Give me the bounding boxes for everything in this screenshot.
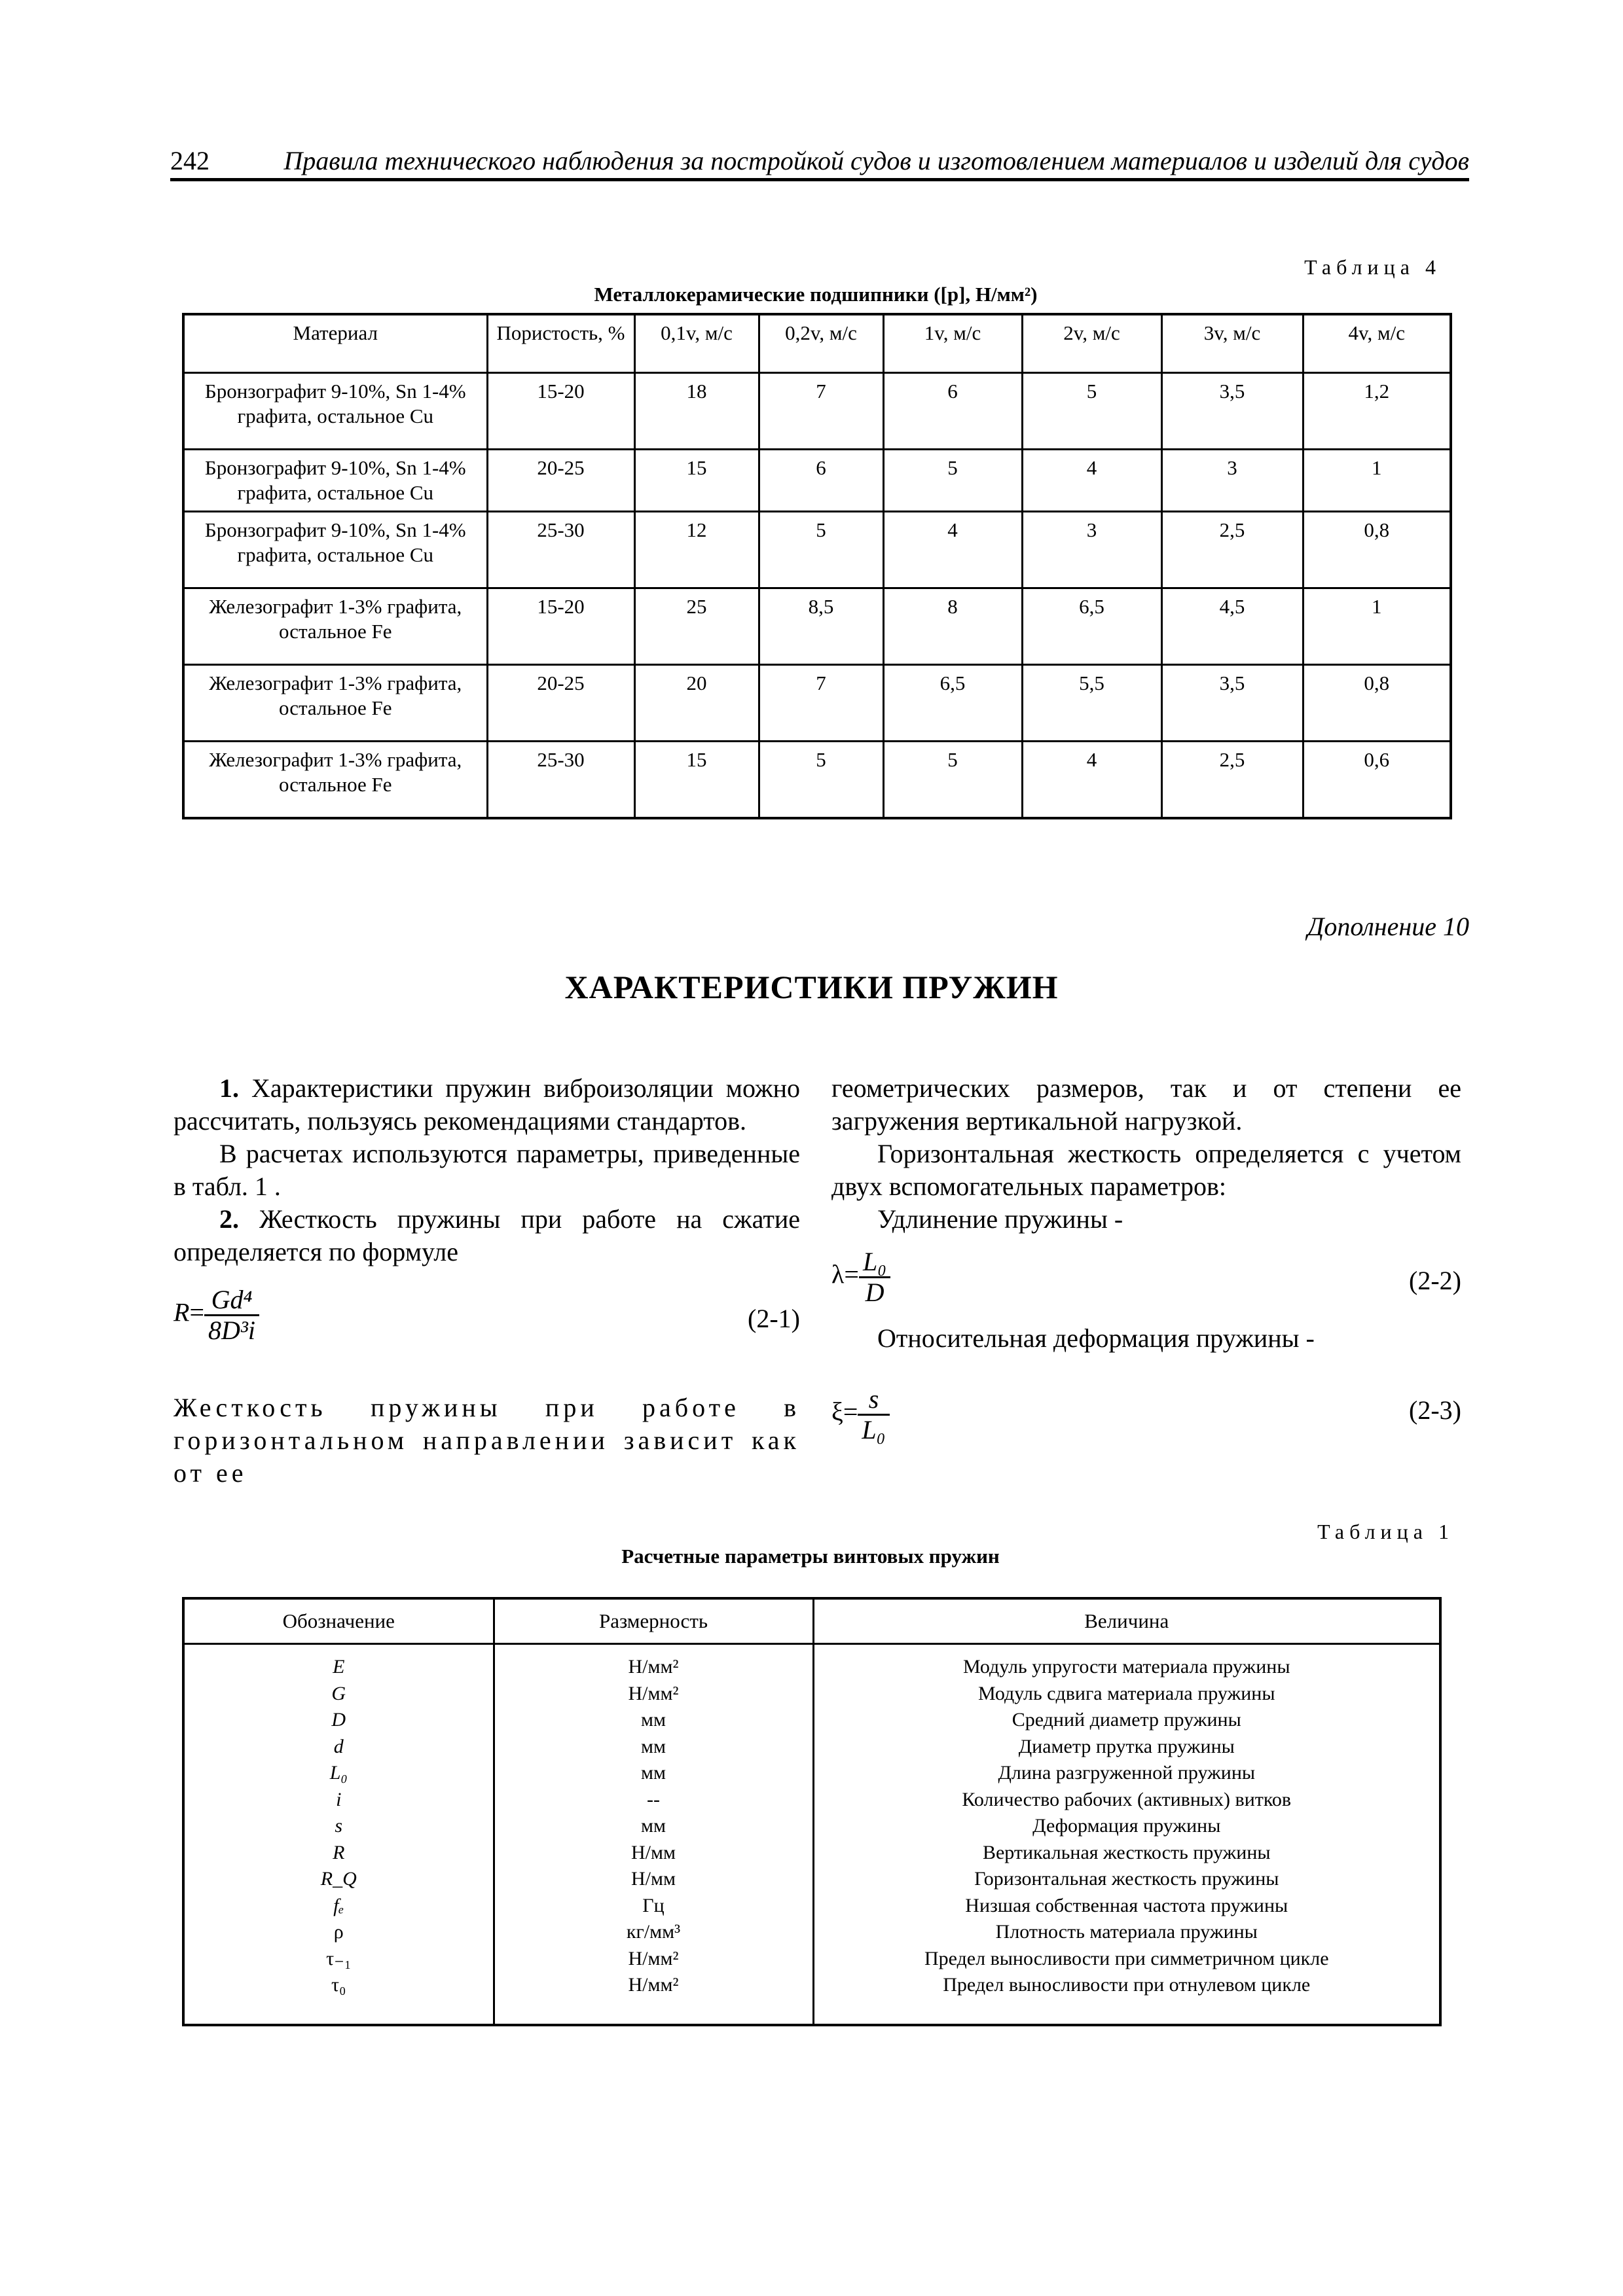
table4-cell: 5,5 — [1022, 665, 1161, 742]
table4-cell: 12 — [634, 512, 759, 588]
formula-2-1: R= $\frac{\text{Gd⁴}}{\text{8D³i}}$ (2-1) — [173, 1285, 800, 1345]
unit-column — [494, 1644, 813, 2025]
table1-caption: Расчетные параметры винтовых пружин — [621, 1545, 1000, 1568]
unit-cell: мм — [641, 1709, 666, 1731]
paragraph-number: 1. — [219, 1073, 239, 1103]
table4-cell: 0,6 — [1303, 742, 1451, 819]
table1-label: Таблица 1 — [1317, 1520, 1454, 1543]
table1-header-row — [183, 1598, 1440, 1644]
symbol-cell: s — [335, 1815, 343, 1837]
symbol-cell: L₀ — [329, 1762, 348, 1784]
table4-cell: Железографит 1-3% графита, остальное Fe — [183, 665, 487, 742]
value-cell: Количество рабочих (активных) витков — [962, 1788, 1292, 1810]
value-cell: Предел выносливости при отнулевом цикле — [943, 1974, 1311, 1996]
table4 — [182, 313, 1452, 819]
table-row — [183, 742, 1451, 819]
table4-cell: 6,5 — [883, 665, 1022, 742]
table4-cell: 8,5 — [759, 588, 883, 665]
value-cell: Модуль сдвига материала пружины — [977, 1682, 1275, 1704]
table4-cell: 3,5 — [1161, 665, 1303, 742]
unit-cell: мм — [641, 1762, 666, 1784]
table4-caption: Металлокерамические подшипники ([p], Н/мм²) — [594, 283, 1038, 306]
table4-cell: 4,5 — [1161, 588, 1303, 665]
value-cell: Низшая собственная частота пружины — [965, 1894, 1288, 1916]
table4-cell: 4 — [1022, 450, 1161, 512]
paragraph-7: Удлинение пружины - — [877, 1204, 1123, 1234]
table4-cell: Бронзографит 9-10%, Sn 1-4% графита, остальное Cu — [183, 373, 487, 450]
value-column — [813, 1644, 1440, 2025]
table4-cell: 15 — [634, 742, 759, 819]
unit-cell: Гц — [642, 1894, 665, 1916]
table-row — [183, 512, 1451, 588]
value-cell: Диаметр прутка пружины — [1018, 1735, 1235, 1757]
unit-cell: -- — [647, 1788, 660, 1810]
symbol-cell: R — [333, 1841, 345, 1863]
paragraph-text: Жесткость пружины при работе на сжатие определяется по формуле — [173, 1204, 801, 1266]
table1-col-header: Величина — [813, 1598, 1440, 1644]
table4-cell: 15-20 — [487, 373, 634, 450]
value-cell: Длина разгруженной пружины — [998, 1762, 1256, 1784]
unit-cell: кг/мм³ — [626, 1921, 681, 1943]
table4-cell: 4 — [883, 512, 1022, 588]
table4-cell: 20-25 — [487, 450, 634, 512]
value-cell: Деформация пружины — [1032, 1815, 1221, 1837]
symbol-cell: d — [333, 1735, 344, 1757]
table4-cell: 7 — [759, 373, 883, 450]
value-cell: Плотность материала пружины — [995, 1921, 1258, 1943]
paragraph-5: геометрических размеров, так и от степени ее загружения вертикальной нагрузкой. — [831, 1073, 1461, 1136]
paragraph-1 — [173, 1072, 800, 1138]
equation-number: (2-1) — [748, 1304, 800, 1333]
table4-cell: 25-30 — [487, 742, 634, 819]
paragraph-8: Относительная деформация пружины - — [877, 1323, 1315, 1353]
table4-cell: 6,5 — [1022, 588, 1161, 665]
table-row — [183, 1644, 1440, 2025]
formula-lhs: ξ — [831, 1397, 843, 1427]
unit-cell: Н/мм — [631, 1868, 676, 1890]
table4-cell: 5 — [759, 512, 883, 588]
table4-cell: 2,5 — [1161, 742, 1303, 819]
formula-denominator: D — [865, 1278, 884, 1307]
table4-cell: 20-25 — [487, 665, 634, 742]
right-column — [831, 1072, 1461, 1457]
unit-cell: Н/мм² — [628, 1947, 679, 1969]
table4-label: Таблица 4 — [1304, 255, 1441, 279]
equation-number: (2-2) — [1409, 1266, 1461, 1295]
appendix-label: Дополнение 10 — [1307, 912, 1469, 941]
unit-cell: Н/мм² — [628, 1974, 679, 1996]
symbol-cell: E — [333, 1656, 345, 1677]
formula-denominator: L₀ — [862, 1415, 886, 1444]
symbol-cell: τ₀ — [331, 1974, 346, 1996]
paragraph-text: Характеристики пружин виброизоляции можно рассчитать, пользуясь рекомендациями стандартов. — [173, 1073, 800, 1136]
symbol-cell: τ₋₁ — [326, 1947, 352, 1969]
value-cell: Средний диаметр пружины — [1012, 1709, 1241, 1731]
table4-col-header: Материал — [183, 314, 487, 373]
table4-cell: 18 — [634, 373, 759, 450]
unit-cell: мм — [641, 1815, 666, 1837]
formula-2-3: ξ= $\frac{s}{\text{L₀}}$ (2-3) — [831, 1384, 1461, 1444]
value-cell: Горизонтальная жесткость пружины — [974, 1868, 1279, 1890]
table4-cell: 15 — [634, 450, 759, 512]
table1 — [182, 1597, 1442, 2026]
table4-cell: 20 — [634, 665, 759, 742]
table4-cell: 3 — [1022, 512, 1161, 588]
formula-numerator: s — [858, 1385, 889, 1416]
table4-cell: 3,5 — [1161, 373, 1303, 450]
table4-col-header: 2v, м/с — [1022, 314, 1161, 373]
paragraph-6: Горизонтальная жесткость определяется с учетом двух вспомогательных параметров: — [831, 1139, 1461, 1201]
symbol-cell: i — [336, 1788, 342, 1810]
table4-col-header: 1v, м/с — [883, 314, 1022, 373]
table4-cell: Железографит 1-3% графита, остальное Fe — [183, 742, 487, 819]
table4-cell: 5 — [1022, 373, 1161, 450]
table4-cell: 1 — [1303, 588, 1451, 665]
table4-cell: 1,2 — [1303, 373, 1451, 450]
table4-cell: 5 — [883, 742, 1022, 819]
formula-fraction — [859, 1247, 890, 1307]
formula-numerator: L₀ — [859, 1247, 890, 1278]
formula-lhs: R — [173, 1297, 190, 1327]
table4-cell: 5 — [883, 450, 1022, 512]
header-rule — [170, 178, 1469, 181]
formula-numerator: Gd⁴ — [204, 1285, 259, 1316]
equation-number: (2-3) — [1409, 1395, 1461, 1425]
unit-cell: мм — [641, 1735, 666, 1757]
paragraph-2: В расчетах используются параметры, приведенные в табл. 1 . — [173, 1139, 800, 1201]
table4-cell: 15-20 — [487, 588, 634, 665]
table4-cell: 5 — [759, 742, 883, 819]
table4-cell: 8 — [883, 588, 1022, 665]
table4-col-header: 0,1v, м/с — [634, 314, 759, 373]
symbol-cell: G — [331, 1682, 346, 1704]
table4-cell: 0,8 — [1303, 512, 1451, 588]
formula-fraction — [858, 1385, 889, 1444]
unit-cell: Н/мм² — [628, 1682, 679, 1704]
value-cell: Модуль упругости материала пружины — [962, 1656, 1290, 1677]
paragraph-4: Жесткость пружины при работе в горизонтальном направлении зависит как от ее — [173, 1393, 800, 1488]
table4-cell: 0,8 — [1303, 665, 1451, 742]
formula-2-2: λ= $\frac{\text{L₀}}{D}$ (2-2) — [831, 1247, 1461, 1307]
running-title: Правила технического наблюдения за постройкой судов и изготовлением материалов и изделий для судов — [283, 146, 1469, 175]
unit-cell: Н/мм — [631, 1841, 676, 1863]
table1-col-header: Обозначение — [183, 1598, 494, 1644]
table4-cell: 7 — [759, 665, 883, 742]
unit-cell: Н/мм² — [628, 1656, 679, 1677]
table4-cell: 25-30 — [487, 512, 634, 588]
table4-cell: 3 — [1161, 450, 1303, 512]
symbol-cell: R_Q — [320, 1868, 357, 1890]
table4-col-header: Пористость, % — [487, 314, 634, 373]
value-cell: Предел выносливости при симметричном цикле — [924, 1947, 1329, 1969]
table4-col-header: 0,2v, м/с — [759, 314, 883, 373]
paragraph-3 — [173, 1203, 800, 1268]
section-heading: ХАРАКТЕРИСТИКИ ПРУЖИН — [564, 969, 1059, 1005]
symbol-cell: ρ — [333, 1921, 344, 1943]
symbol-cell: fₑ — [333, 1894, 344, 1916]
table4-cell: Бронзографит 9-10%, Sn 1-4% графита, остальное Cu — [183, 512, 487, 588]
formula-fraction — [204, 1285, 259, 1345]
formula-denominator: 8D³i — [208, 1316, 255, 1345]
symbol-column — [183, 1644, 494, 2025]
table-row — [183, 373, 1451, 450]
table4-cell: 6 — [883, 373, 1022, 450]
page-header — [170, 144, 1469, 178]
table4-cell: 25 — [634, 588, 759, 665]
table-row — [183, 665, 1451, 742]
table4-cell: 1 — [1303, 450, 1451, 512]
table4-cell: 2,5 — [1161, 512, 1303, 588]
table4-col-header: 3v, м/с — [1161, 314, 1303, 373]
left-column — [173, 1072, 800, 1490]
formula-lhs: λ — [831, 1259, 845, 1289]
symbol-cell: D — [331, 1709, 346, 1731]
table4-cell: Бронзографит 9-10%, Sn 1-4% графита, остальное Cu — [183, 450, 487, 512]
table4-cell: Железографит 1-3% графита, остальное Fe — [183, 588, 487, 665]
table1-col-header: Размерность — [494, 1598, 813, 1644]
table4-cell: 6 — [759, 450, 883, 512]
table4-header-row — [183, 314, 1451, 373]
paragraph-number: 2. — [219, 1204, 239, 1234]
table4-cell: 4 — [1022, 742, 1161, 819]
page-number: 242 — [170, 146, 210, 175]
table-row — [183, 588, 1451, 665]
value-cell: Вертикальная жесткость пружины — [982, 1841, 1271, 1863]
table4-col-header: 4v, м/с — [1303, 314, 1451, 373]
table-row — [183, 450, 1451, 512]
